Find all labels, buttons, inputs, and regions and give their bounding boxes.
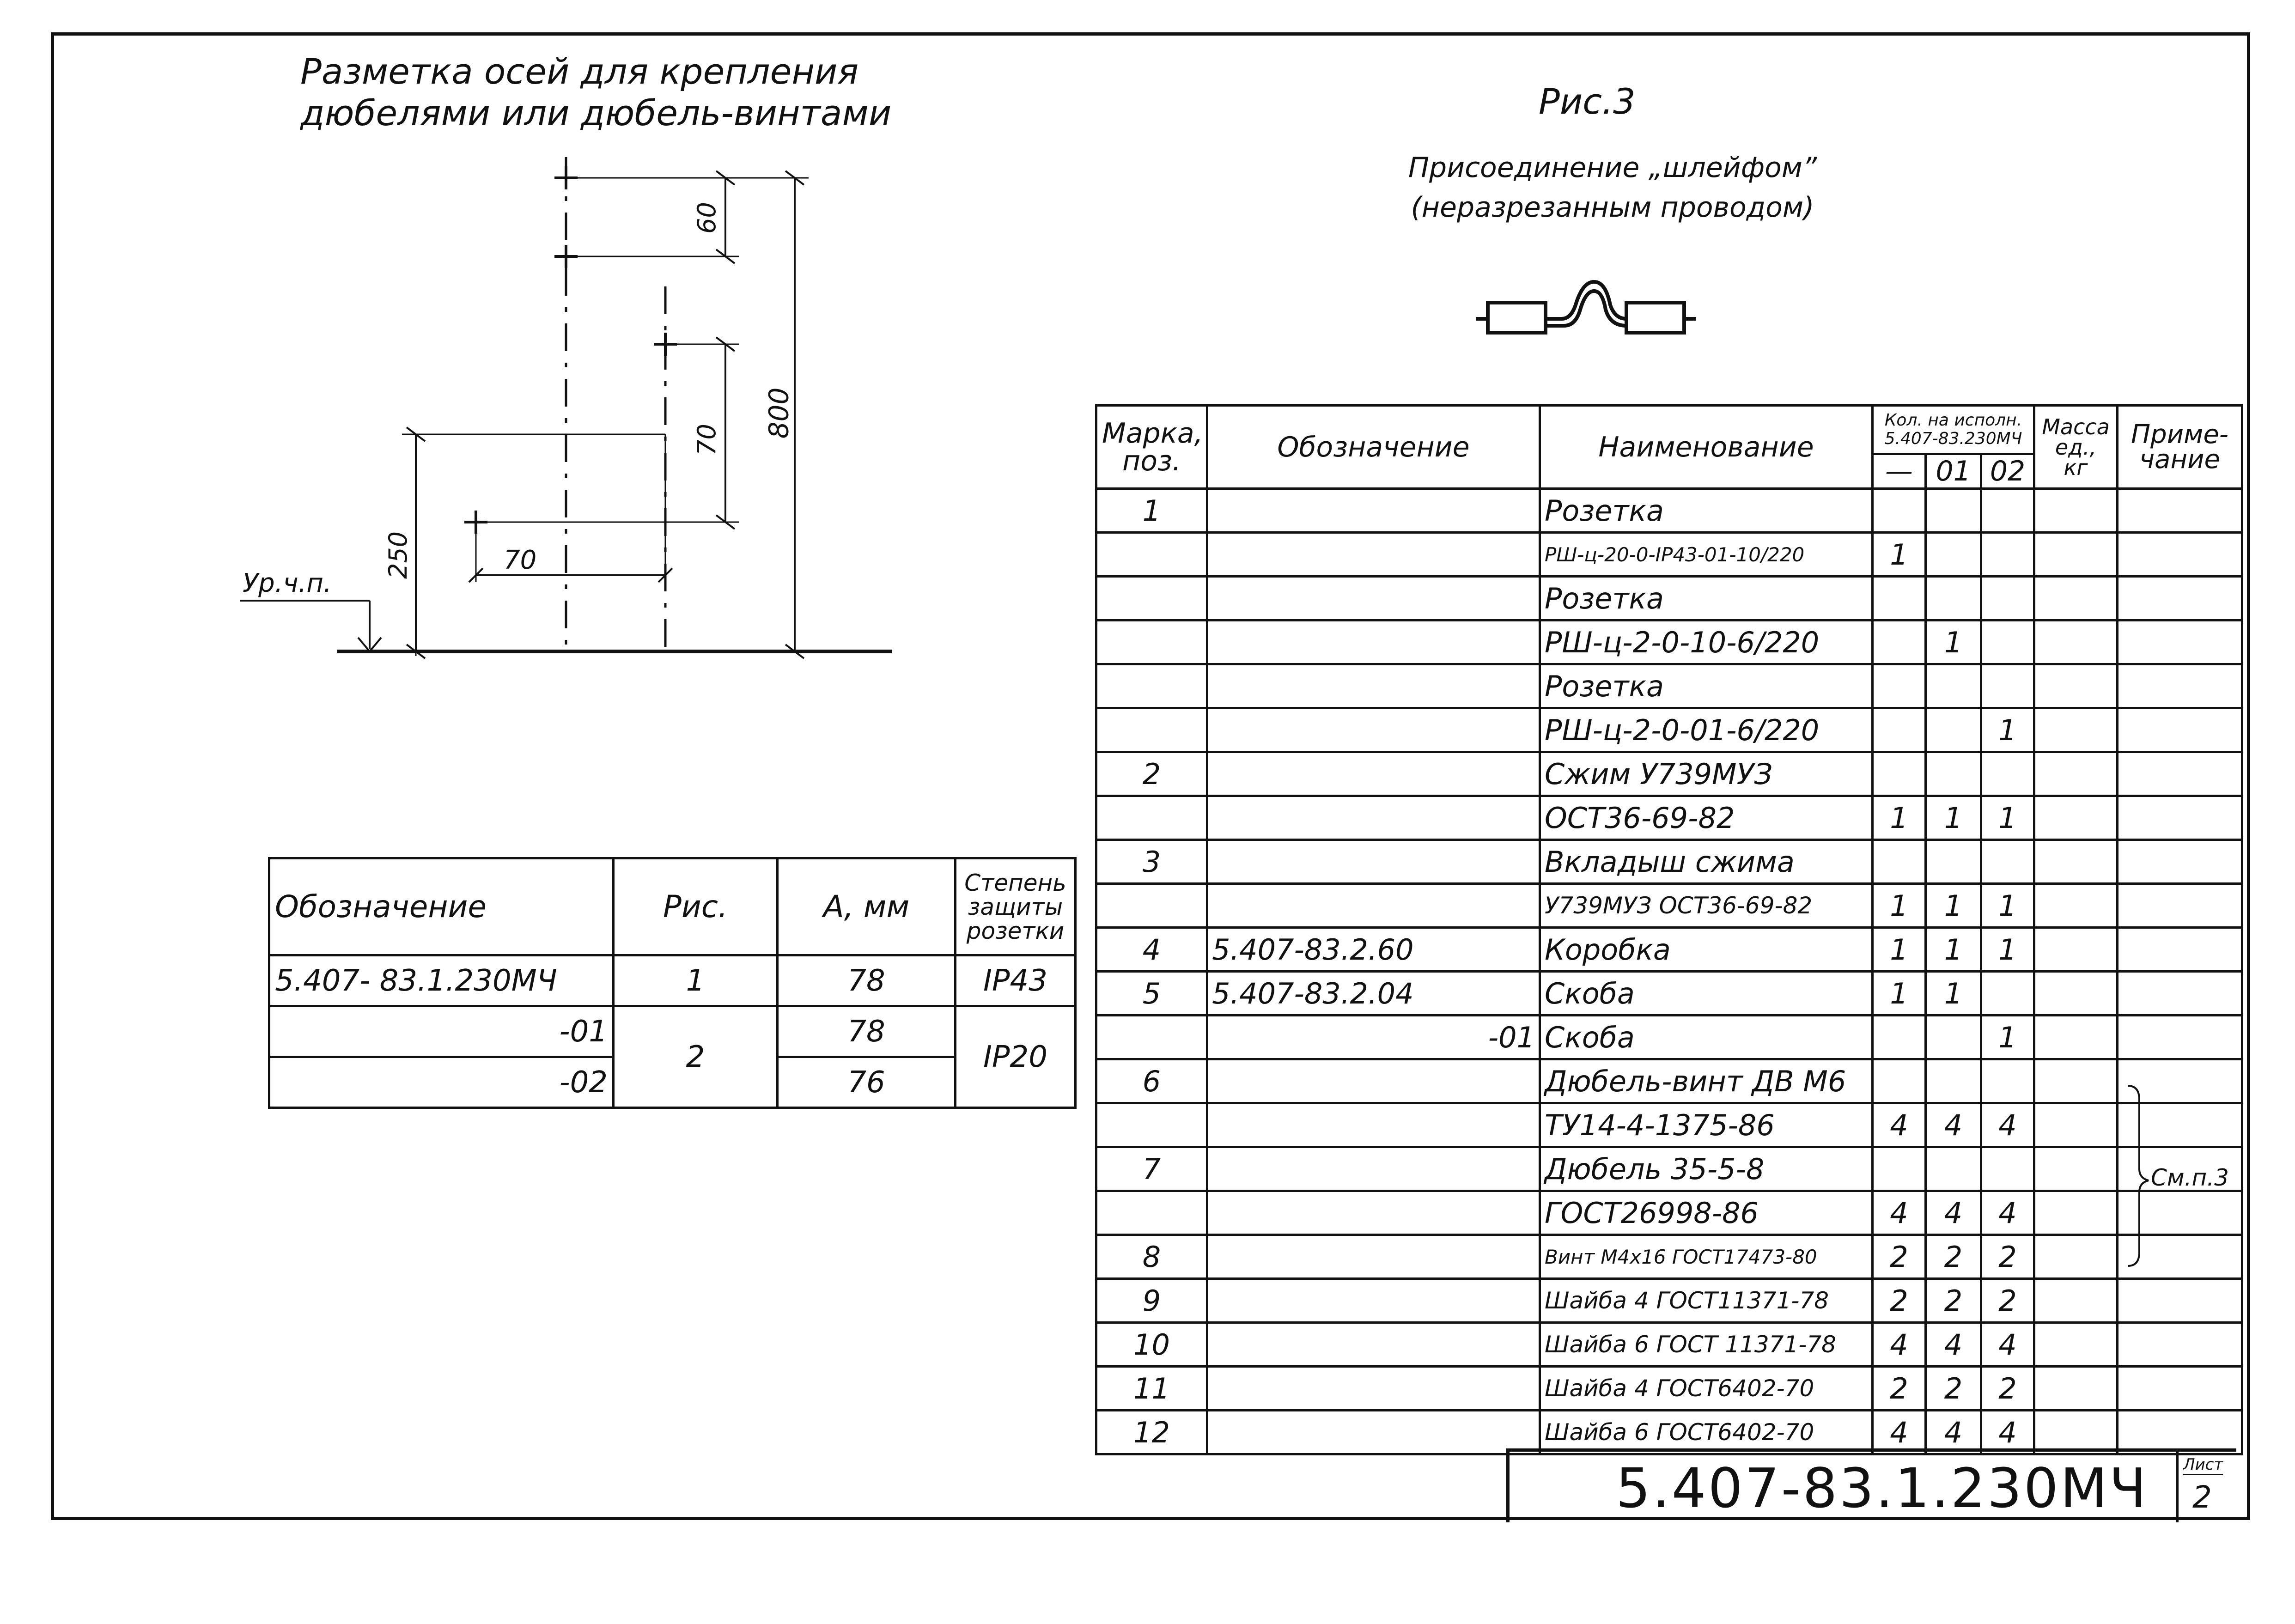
spec-pos — [1096, 664, 1207, 708]
spec-header-mass: Масса ед., кг — [2034, 406, 2118, 489]
spec-mass — [2034, 1103, 2118, 1147]
spec-name: Розетка — [1540, 489, 1873, 533]
spec-name: РШ-ц-20-0-IP43-01-10/220 — [1540, 533, 1873, 577]
spec-name: Сжим У739МУЗ — [1540, 752, 1873, 796]
spec-pos — [1096, 1016, 1207, 1059]
spec-mass — [2034, 664, 2118, 708]
variants-header-a: А, мм — [778, 858, 956, 955]
spec-qty-base: 1 — [1873, 884, 1926, 928]
sheet-number: 2 — [2192, 1479, 2212, 1515]
spec-qty-base: 2 — [1873, 1235, 1926, 1279]
table-row — [1096, 1323, 2242, 1367]
spec-qty-base: 1 — [1873, 972, 1926, 1016]
spec-name: Вкладыш сжима — [1540, 840, 1873, 884]
spec-note — [2118, 1367, 2242, 1411]
spec-qty-02 — [1981, 840, 2034, 884]
spec-pos: 4 — [1096, 928, 1207, 972]
spec-designation: -01 — [1207, 1016, 1540, 1059]
spec-note — [2118, 577, 2242, 620]
spec-note — [2118, 928, 2242, 972]
spec-qty-base: 4 — [1873, 1323, 1926, 1367]
spec-qty-base: 1 — [1873, 533, 1926, 577]
markup-title-line-1: Разметка осей для крепления — [300, 51, 859, 92]
figure-caption-line-2: (неразрезанным проводом) — [1411, 191, 1814, 224]
variants-header-protection: Степень защиты розетки — [956, 858, 1076, 955]
variants-header-fig: Рис. — [614, 858, 778, 955]
spec-mass — [2034, 1147, 2118, 1191]
spec-mass — [2034, 1059, 2118, 1103]
spec-mass — [2034, 884, 2118, 928]
spec-name: Дюбель-винт ДВ М6 — [1540, 1059, 1873, 1103]
spec-qty-01 — [1926, 752, 1981, 796]
variants-header-designation: Обозначение — [269, 858, 614, 955]
spec-designation — [1207, 1411, 1540, 1454]
spec-designation — [1207, 1191, 1540, 1235]
spec-qty-base — [1873, 489, 1926, 533]
spec-name: Шайба 6 ГОСТ6402-70 — [1540, 1411, 1873, 1454]
spec-qty-01: 1 — [1926, 796, 1981, 840]
variants-fig: 1 — [614, 955, 778, 1006]
spec-qty-02: 4 — [1981, 1411, 2034, 1454]
spec-mass — [2034, 1235, 2118, 1279]
spec-mass — [2034, 972, 2118, 1016]
spec-qty-01 — [1926, 1016, 1981, 1059]
spec-name: Дюбель 35-5-8 — [1540, 1147, 1873, 1191]
spec-pos: 10 — [1096, 1323, 1207, 1367]
spec-mass — [2034, 1411, 2118, 1454]
spec-note — [2118, 1103, 2242, 1147]
sheet-label: Лист — [2183, 1455, 2223, 1475]
spec-name: Шайба 4 ГОСТ6402-70 — [1540, 1367, 1873, 1411]
spec-qty-base — [1873, 708, 1926, 752]
spec-qty-base: 4 — [1873, 1411, 1926, 1454]
spec-qty-02: 1 — [1981, 796, 2034, 840]
table-row — [1096, 1279, 2242, 1323]
specification-table — [1095, 404, 2243, 1455]
spec-qty-base — [1873, 1147, 1926, 1191]
spec-mass — [2034, 708, 2118, 752]
spec-note — [2118, 533, 2242, 577]
spec-header-qty-02: 02 — [1981, 454, 2034, 489]
spec-qty-02: 4 — [1981, 1323, 2034, 1367]
spec-designation — [1207, 664, 1540, 708]
spec-note — [2118, 708, 2242, 752]
spec-qty-01 — [1926, 533, 1981, 577]
wire-symbol — [1476, 282, 1696, 333]
spec-mass — [2034, 620, 2118, 664]
markup-title-line-2: дюбелями или дюбель-винтами — [300, 92, 892, 134]
spec-qty-base — [1873, 1059, 1926, 1103]
spec-name: Розетка — [1540, 664, 1873, 708]
spec-name: Розетка — [1540, 577, 1873, 620]
dim-800: 800 — [763, 387, 795, 439]
spec-designation — [1207, 533, 1540, 577]
spec-note — [2118, 1323, 2242, 1367]
spec-qty-01: 1 — [1926, 972, 1981, 1016]
spec-note — [2118, 840, 2242, 884]
spec-designation — [1207, 708, 1540, 752]
variants-protection: IP43 — [956, 955, 1076, 1006]
spec-name: Скоба — [1540, 1016, 1873, 1059]
spec-pos — [1096, 1191, 1207, 1235]
spec-pos: 3 — [1096, 840, 1207, 884]
variants-protection: IP20 — [956, 1006, 1076, 1108]
spec-mass — [2034, 1191, 2118, 1235]
spec-qty-01: 4 — [1926, 1411, 1981, 1454]
table-row — [1096, 928, 2242, 972]
table-row — [1096, 1191, 2242, 1235]
floor-level-label: Ур.ч.п. — [243, 568, 332, 598]
spec-mass — [2034, 1279, 2118, 1323]
variants-designation: -01 — [269, 1006, 614, 1057]
spec-designation — [1207, 840, 1540, 884]
spec-header-designation: Обозначение — [1207, 406, 1540, 489]
variants-a: 76 — [778, 1057, 956, 1108]
table-row — [1096, 972, 2242, 1016]
spec-note — [2118, 1059, 2242, 1103]
spec-qty-02 — [1981, 489, 2034, 533]
spec-designation — [1207, 620, 1540, 664]
spec-qty-base: 4 — [1873, 1103, 1926, 1147]
spec-header-qty: Кол. на исполн. 5.407-83.230МЧ — [1873, 406, 2034, 454]
variants-designation: -02 — [269, 1057, 614, 1108]
spec-pos — [1096, 533, 1207, 577]
table-row — [1096, 708, 2242, 752]
table-row — [1096, 1367, 2242, 1411]
spec-designation — [1207, 796, 1540, 840]
dim-60: 60 — [692, 202, 721, 234]
table-row — [1096, 489, 2242, 533]
spec-qty-02: 1 — [1981, 928, 2034, 972]
spec-name: РШ-ц-2-0-01-6/220 — [1540, 708, 1873, 752]
note-see-clause: См.п.3 — [2151, 1164, 2229, 1191]
spec-note — [2118, 1411, 2242, 1454]
spec-mass — [2034, 928, 2118, 972]
variants-table — [268, 857, 1077, 1109]
spec-pos: 2 — [1096, 752, 1207, 796]
spec-qty-02: 2 — [1981, 1279, 2034, 1323]
dim-70-vertical: 70 — [692, 424, 721, 456]
spec-note — [2118, 489, 2242, 533]
spec-pos: 1 — [1096, 489, 1207, 533]
spec-qty-02 — [1981, 752, 2034, 796]
spec-name: РШ-ц-2-0-10-6/220 — [1540, 620, 1873, 664]
spec-mass — [2034, 796, 2118, 840]
spec-pos — [1096, 708, 1207, 752]
spec-qty-01: 4 — [1926, 1191, 1981, 1235]
figure-caption-line-1: Присоединение „шлейфом” — [1408, 152, 1817, 184]
spec-designation — [1207, 1059, 1540, 1103]
spec-qty-02 — [1981, 533, 2034, 577]
table-row — [1096, 1059, 2242, 1103]
spec-qty-01: 2 — [1926, 1279, 1981, 1323]
table-row — [1096, 533, 2242, 577]
spec-designation — [1207, 884, 1540, 928]
spec-mass — [2034, 840, 2118, 884]
table-row — [1096, 620, 2242, 664]
spec-designation — [1207, 489, 1540, 533]
sheet-box — [2176, 1452, 2236, 1522]
spec-mass — [2034, 577, 2118, 620]
spec-qty-01: 4 — [1926, 1103, 1981, 1147]
spec-qty-01 — [1926, 1147, 1981, 1191]
spec-mass — [2034, 533, 2118, 577]
spec-mass — [2034, 752, 2118, 796]
spec-name: Коробка — [1540, 928, 1873, 972]
spec-qty-01: 1 — [1926, 884, 1981, 928]
spec-designation — [1207, 752, 1540, 796]
spec-qty-02: 1 — [1981, 708, 2034, 752]
table-row — [269, 955, 1076, 1006]
spec-qty-02 — [1981, 620, 2034, 664]
spec-qty-01 — [1926, 664, 1981, 708]
variants-a: 78 — [778, 1006, 956, 1057]
spec-qty-01 — [1926, 577, 1981, 620]
variants-fig: 2 — [614, 1006, 778, 1108]
spec-qty-02 — [1981, 1059, 2034, 1103]
spec-designation — [1207, 1279, 1540, 1323]
spec-qty-01: 2 — [1926, 1235, 1981, 1279]
spec-qty-base — [1873, 752, 1926, 796]
spec-designation — [1207, 1103, 1540, 1147]
spec-qty-01: 4 — [1926, 1323, 1981, 1367]
spec-qty-02: 1 — [1981, 884, 2034, 928]
spec-qty-01 — [1926, 840, 1981, 884]
spec-designation — [1207, 1235, 1540, 1279]
spec-pos: 6 — [1096, 1059, 1207, 1103]
spec-note — [2118, 1235, 2242, 1279]
table-row — [1096, 1147, 2242, 1191]
document-code: 5.407-83.1.230МЧ — [1616, 1456, 2149, 1520]
table-row — [1096, 884, 2242, 928]
spec-pos — [1096, 620, 1207, 664]
table-row — [1096, 664, 2242, 708]
spec-qty-base — [1873, 664, 1926, 708]
spec-designation — [1207, 577, 1540, 620]
spec-pos: 12 — [1096, 1411, 1207, 1454]
spec-mass — [2034, 489, 2118, 533]
spec-qty-base: 1 — [1873, 928, 1926, 972]
spec-note — [2118, 796, 2242, 840]
spec-name: ТУ14-4-1375-86 — [1540, 1103, 1873, 1147]
table-row — [1096, 752, 2242, 796]
table-row — [1096, 1016, 2242, 1059]
spec-qty-base — [1873, 840, 1926, 884]
spec-pos — [1096, 796, 1207, 840]
spec-qty-02: 4 — [1981, 1103, 2034, 1147]
mounting-points — [464, 166, 677, 534]
spec-qty-01 — [1926, 1059, 1981, 1103]
table-row — [1096, 577, 2242, 620]
spec-note — [2118, 1279, 2242, 1323]
spec-qty-01: 1 — [1926, 620, 1981, 664]
spec-name: Шайба 6 ГОСТ 11371-78 — [1540, 1323, 1873, 1367]
spec-qty-base — [1873, 620, 1926, 664]
spec-designation — [1207, 1147, 1540, 1191]
dim-250: 250 — [384, 531, 413, 579]
spec-mass — [2034, 1323, 2118, 1367]
table-row — [1096, 1411, 2242, 1454]
table-row — [1096, 1103, 2242, 1147]
spec-note — [2118, 1191, 2242, 1235]
spec-pos — [1096, 577, 1207, 620]
spec-pos: 11 — [1096, 1367, 1207, 1411]
table-row — [269, 1006, 1076, 1057]
table-row — [1096, 840, 2242, 884]
spec-pos: 5 — [1096, 972, 1207, 1016]
table-row — [1096, 796, 2242, 840]
spec-mass — [2034, 1016, 2118, 1059]
spec-qty-01 — [1926, 489, 1981, 533]
spec-note — [2118, 752, 2242, 796]
dim-70-horizontal: 70 — [504, 545, 537, 575]
spec-qty-02: 2 — [1981, 1367, 2034, 1411]
spec-name: ГОСТ26998-86 — [1540, 1191, 1873, 1235]
spec-name: Шайба 4 ГОСТ11371-78 — [1540, 1279, 1873, 1323]
variants-a: 78 — [778, 955, 956, 1006]
spec-qty-02: 4 — [1981, 1191, 2034, 1235]
spec-name: Скоба — [1540, 972, 1873, 1016]
spec-qty-base: 1 — [1873, 796, 1926, 840]
spec-qty-02 — [1981, 577, 2034, 620]
spec-pos — [1096, 884, 1207, 928]
spec-qty-01 — [1926, 708, 1981, 752]
spec-designation — [1207, 1367, 1540, 1411]
spec-name: Винт М4х16 ГОСТ17473-80 — [1540, 1235, 1873, 1279]
spec-qty-base — [1873, 1016, 1926, 1059]
spec-pos: 8 — [1096, 1235, 1207, 1279]
spec-qty-base: 2 — [1873, 1279, 1926, 1323]
title-block — [1506, 1448, 2236, 1522]
spec-pos: 9 — [1096, 1279, 1207, 1323]
spec-designation — [1207, 1323, 1540, 1367]
spec-header-mark: Марка, поз. — [1096, 406, 1207, 489]
spec-name: У739МУЗ ОСТ36-69-82 — [1540, 884, 1873, 928]
spec-qty-02 — [1981, 972, 2034, 1016]
spec-qty-02: 1 — [1981, 1016, 2034, 1059]
spec-name: ОСТ36-69-82 — [1540, 796, 1873, 840]
spec-qty-base: 4 — [1873, 1191, 1926, 1235]
spec-qty-01: 1 — [1926, 928, 1981, 972]
spec-pos: 7 — [1096, 1147, 1207, 1191]
spec-note — [2118, 884, 2242, 928]
spec-note — [2118, 664, 2242, 708]
spec-qty-01: 2 — [1926, 1367, 1981, 1411]
spec-note — [2118, 972, 2242, 1016]
spec-header-qty-base: — — [1873, 454, 1926, 489]
spec-note — [2118, 1016, 2242, 1059]
spec-mass — [2034, 1367, 2118, 1411]
table-row — [1096, 1235, 2242, 1279]
spec-qty-02 — [1981, 664, 2034, 708]
spec-header-name: Наименование — [1540, 406, 1873, 489]
variants-designation: 5.407- 83.1.230МЧ — [269, 955, 614, 1006]
spec-qty-base — [1873, 577, 1926, 620]
spec-designation: 5.407-83.2.04 — [1207, 972, 1540, 1016]
spec-qty-02: 2 — [1981, 1235, 2034, 1279]
spec-qty-02 — [1981, 1147, 2034, 1191]
spec-note — [2118, 620, 2242, 664]
spec-header-qty-01: 01 — [1926, 454, 1981, 489]
figure-title: Рис.3 — [1539, 81, 1636, 122]
spec-designation: 5.407-83.2.60 — [1207, 928, 1540, 972]
spec-qty-base: 2 — [1873, 1367, 1926, 1411]
spec-pos — [1096, 1103, 1207, 1147]
spec-header-note: Приме- чание — [2118, 406, 2242, 489]
